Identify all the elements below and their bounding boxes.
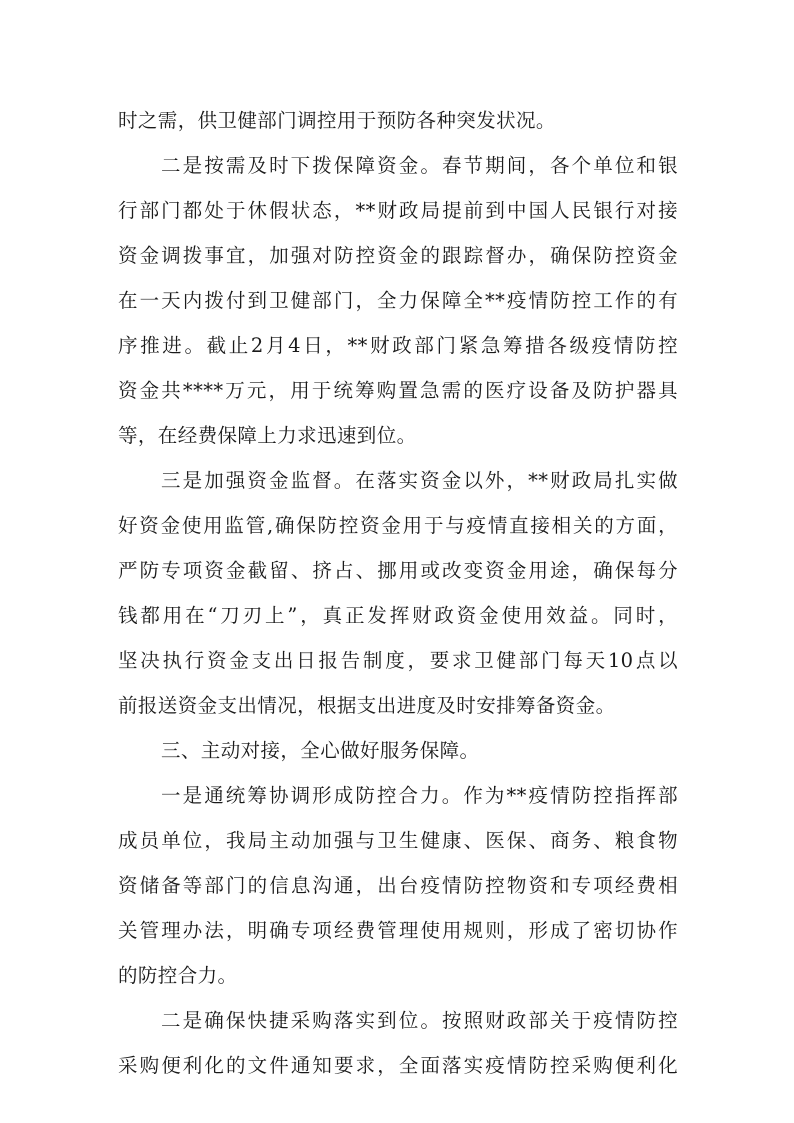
text-line: 采购便利化的文件通知要求，全面落实疫情防控采购便利化 <box>118 1054 678 1077</box>
paragraph-first-line: 二是确保快捷采购落实到位。按照财政部关于疫情防控 <box>161 1009 678 1032</box>
text-line: 关管理办法，明确专项经费管理使用规则，形成了密切协作 <box>118 919 678 942</box>
text-line: 序推进。截止2月4日，**财政部门紧急筹措各级疫情防控 <box>118 334 678 357</box>
text-line: 资金共****万元，用于统筹购置急需的医疗设备及防护器具 <box>118 379 678 402</box>
text-line: 等，在经费保障上力求迅速到位。 <box>118 424 417 447</box>
document-body <box>118 98 678 1088</box>
text-line: 钱都用在“刀刃上”，真正发挥财政资金使用效益。同时， <box>118 604 678 627</box>
section-heading: 三、主动对接，全心做好服务保障。 <box>161 739 480 762</box>
paragraph-first-line: 二是按需及时下拨保障资金。春节期间，各个单位和银 <box>161 154 678 177</box>
text-line: 坚决执行资金支出日报告制度，要求卫健部门每天10点以 <box>118 649 678 672</box>
text-line: 在一天内拨付到卫健部门，全力保障全**疫情防控工作的有 <box>118 289 678 312</box>
text-line: 资金调拨事宜，加强对防控资金的跟踪督办，确保防控资金 <box>118 244 678 267</box>
text-line: 严防专项资金截留、挤占、挪用或改变资金用途，确保每分 <box>118 559 678 582</box>
paragraph-first-line: 一是通统筹协调形成防控合力。作为**疫情防控指挥部 <box>161 784 678 807</box>
text-line: 资储备等部门的信息沟通，出台疫情防控物资和专项经费相 <box>118 874 678 897</box>
text-line: 前报送资金支出情况，根据支出进度及时安排筹备资金。 <box>118 694 616 717</box>
text-line: 好资金使用监管,确保防控资金用于与疫情直接相关的方面， <box>118 514 678 537</box>
paragraph-first-line: 三是加强资金监督。在落实资金以外，**财政局扎实做 <box>161 469 678 492</box>
text-line: 行部门都处于休假状态，**财政局提前到中国人民银行对接 <box>118 199 678 222</box>
text-line: 成员单位，我局主动加强与卫生健康、医保、商务、粮食物 <box>118 829 678 852</box>
text-line: 时之需，供卫健部门调控用于预防各种突发状况。 <box>118 109 556 132</box>
text-line: 的防控合力。 <box>118 964 238 987</box>
